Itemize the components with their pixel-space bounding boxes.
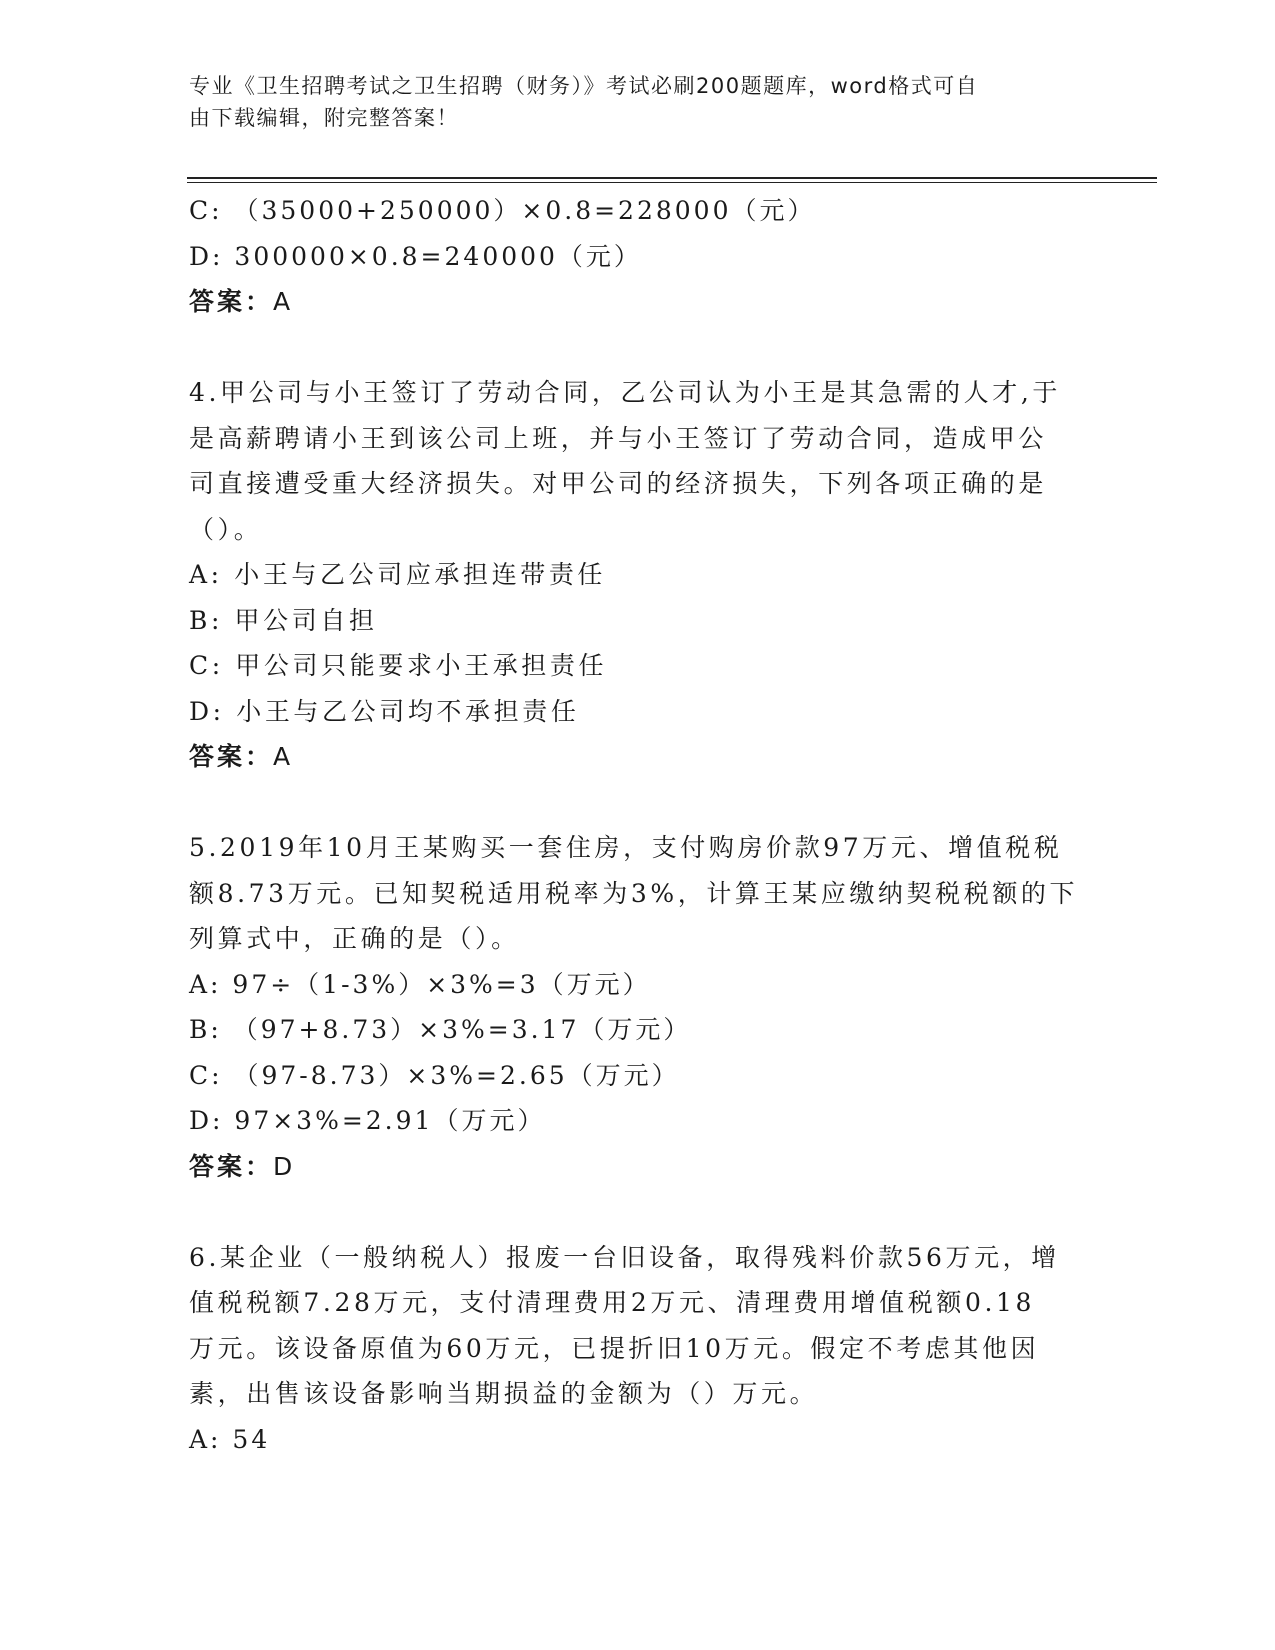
- q3-answer-label: 答案：: [189, 287, 274, 316]
- q4-option-c: C: 甲公司只能要求小王承担责任: [189, 651, 608, 680]
- q5-answer: [189, 1144, 1089, 1190]
- q4-answer: [189, 734, 1089, 780]
- q5-option-a: A: 97÷（1-3%）×3%=3（万元）: [189, 969, 651, 999]
- q5-stem-line: 5.2019年10月王某购买一套住房，支付购房价款97万元、增值税税: [189, 833, 1063, 862]
- q5-stem-line: 额8.73万元。已知契税适用税率为3%，计算王某应缴纳契税税额的下: [189, 878, 1079, 908]
- q6-stem-line: 万元。该设备原值为60万元，已提折旧10万元。假定不考虑其他因: [189, 1333, 1040, 1363]
- q6-stem-line: 值税税额7.28万元，支付清理费用2万元、清理费用增值税额0.18: [189, 1288, 1036, 1317]
- header-line-1: 专业《卫生招聘考试之卫生招聘（财务）》考试必刷200题题库，word格式可自: [189, 74, 979, 98]
- q6-stem-line: 6.某企业（一般纳税人）报废一台旧设备，取得残料价款56万元，增: [189, 1242, 1060, 1272]
- q4-option-d: D: 小王与乙公司均不承担责任: [189, 696, 580, 726]
- q5-option-c: C: （97-8.73）×3%=2.65（万元）: [189, 1060, 680, 1090]
- q4-stem-line: （）。: [189, 514, 263, 544]
- header-divider: [187, 177, 1157, 179]
- q5-option-b: B: （97+8.73）×3%=3.17（万元）: [189, 1015, 692, 1044]
- spacer: [189, 780, 1089, 826]
- q5-option-d: D: 97×3%=2.91（万元）: [189, 1106, 546, 1135]
- q5-answer-label: 答案：: [189, 1151, 274, 1181]
- q4-option-a: A: 小王与乙公司应承担连带责任: [189, 560, 607, 589]
- question-3-tail: [189, 188, 1089, 325]
- q4-stem-line: 司直接遭受重大经济损失。对甲公司的经济损失，下列各项正确的是: [189, 469, 1048, 498]
- q5-answer-value: D: [273, 1151, 295, 1181]
- spacer: [189, 1189, 1089, 1235]
- q5-stem-line: 列算式中，正确的是（）。: [189, 924, 520, 953]
- q4-answer-label: 答案：: [189, 742, 274, 771]
- document-header: [189, 70, 1079, 134]
- q4-stem-line: 是高薪聘请小王到该公司上班，并与小王签订了劳动合同，造成甲公: [189, 423, 1048, 453]
- q6-option-a: A: 54: [189, 1424, 271, 1454]
- q3-answer-value: A: [273, 287, 293, 316]
- question-6: [189, 1235, 1089, 1463]
- q3-option-d: D: 300000×0.8=240000（元）: [189, 241, 642, 271]
- header-divider-thin: [187, 182, 1157, 183]
- q3-option-c: C: （35000+250000）×0.8=228000（元）: [189, 196, 816, 225]
- document-body: [189, 188, 1089, 1462]
- q4-answer-value: A: [273, 742, 293, 771]
- question-4: [189, 370, 1089, 780]
- header-line-2: 由下载编辑，附完整答案！: [189, 106, 459, 130]
- q6-stem-line: 素，出售该设备影响当期损益的金额为（）万元。: [189, 1379, 819, 1408]
- q3-answer: [189, 279, 1089, 325]
- spacer: [189, 325, 1089, 371]
- q4-option-b: B: 甲公司自担: [189, 605, 378, 635]
- question-5: [189, 825, 1089, 1189]
- q4-stem-line: 4.甲公司与小王签订了劳动合同，乙公司认为小王是其急需的人才,于: [189, 378, 1062, 407]
